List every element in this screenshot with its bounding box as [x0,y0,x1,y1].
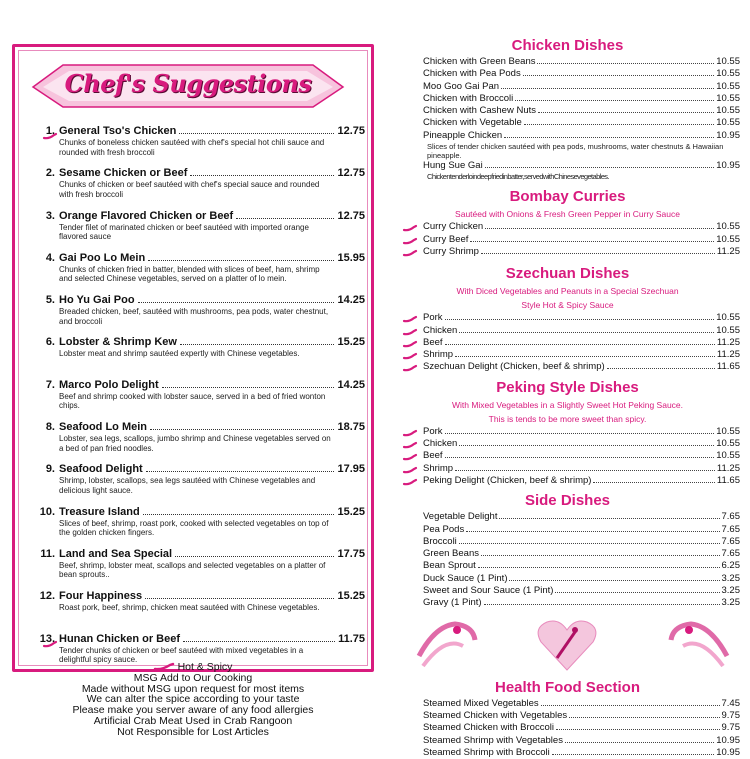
leader-dots [236,218,334,219]
peking-subtitle-line2: This is tends to be more sweet than spicy. [488,413,647,424]
menu-item [395,160,740,172]
menu-item [395,536,740,548]
menu-item [395,68,740,80]
item-price: 11.25 [716,462,740,474]
leader-dots [515,100,714,101]
side-dishes-title: Side Dishes [524,492,611,510]
leader-dots [162,387,335,388]
menu-item [395,698,740,710]
footer-line: Made without MSG upon request for most items [81,682,305,695]
leader-dots [565,742,714,743]
leader-dots [145,598,334,599]
item-price: 10.55 [716,68,740,80]
item-price: 17.95 [337,463,365,476]
item-description: Breaded chicken, beef, sautéed with mushrooms, pea pods, water chestnut, and broccoli [59,307,329,326]
item-price: 11.25 [716,336,740,348]
item-number: 8. [45,421,55,434]
item-price: 7.65 [721,535,740,547]
menu-item [395,105,740,117]
leader-dots [455,470,715,471]
leader-dots [484,604,720,605]
item-price: 15.25 [337,336,365,349]
side-dishes-list [395,511,740,609]
menu-item [395,524,740,536]
item-number: 13. [39,632,55,645]
leader-dots [445,319,715,320]
footer-line: We can alter the spice according to your taste [86,693,300,706]
item-description: Chunks of chicken fried in batter, blended with slices of beef, ham, shrimp and selected Chinese vegetables, served on a platter of lo mein. [59,264,320,284]
item-name: Szechuan Delight (Chicken, beef & shrimp) [423,361,605,373]
leader-dots [569,717,719,718]
item-name: Seafood Delight [59,463,143,476]
menu-item [395,735,740,747]
item-price: 3.25 [721,585,740,597]
item-number: 3. [45,209,55,222]
suggestion-row [59,210,365,222]
peking-subtitle-line1: With Mixed Vegetables in a Slightly Sweet Hot Peking Sauce. [451,399,684,410]
item-name: Beef [423,450,443,462]
item-number: 6. [45,336,55,349]
suggestion-row [59,379,365,391]
item-price: 7.65 [721,523,740,535]
item-price: 15.25 [337,590,365,603]
item-description: Slices of beef, shrimp, roast pork, cooked with selected vegetables on top of the golden chicken fingers. [59,518,329,538]
item-name: Pork [423,312,443,324]
chefs-suggestions-panel [12,44,374,672]
item-price: 9.75 [721,709,740,721]
item-price: 10.55 [716,324,740,336]
leader-dots [509,580,719,581]
suggestion-row [59,421,365,433]
item-price: 15.95 [337,251,365,264]
peking-style-list [395,426,740,487]
menu-item [395,585,740,597]
item-price: 10.95 [716,129,740,141]
item-name: Steamed Shrimp with Vegetables [423,734,563,746]
item-price: 10.55 [716,117,740,129]
bombay-curries-subtitle: Sautéed with Onions & Fresh Green Pepper in Curry Sauce [455,209,680,220]
health-food-title: Health Food Section [494,678,640,696]
item-name: Steamed Chicken with Broccoli [423,722,554,734]
suggestion-item [29,167,365,209]
suggestion-row [59,252,365,264]
item-name: Steamed Mixed Vegetables [423,697,539,709]
item-price: 11.65 [716,361,740,373]
leader-dots [150,429,334,430]
item-description: Lobster meat and shrimp sautéed expertly with Chinese vegetables. [59,349,300,359]
suggestion-item [29,294,365,336]
item-price: 10.55 [716,425,740,437]
leader-dots [485,167,715,168]
decorative-illustrations [395,610,740,678]
item-name: Beef [423,336,443,348]
menu-item [395,56,740,68]
item-description: Tender filet of marinated chicken or beef sautéed with imported orange flavored sauce [59,222,309,242]
leader-dots [183,641,335,642]
leader-dots [470,241,714,242]
item-name: Vegetable Delight [423,511,498,523]
item-price: 10.95 [716,160,740,172]
item-name: Curry Beef [423,233,469,245]
leader-dots [179,133,334,134]
item-name: Curry Chicken [423,221,484,233]
chefs-suggestions-title: Chef's Suggestions [64,69,312,98]
suggestion-row [59,633,365,645]
suggestion-item [29,379,365,421]
suggestion-row [59,125,365,137]
menu-item [395,597,740,609]
item-price: 11.25 [716,245,740,257]
menu-item [395,560,740,572]
pineapple-chicken-note: Slices of tender chicken sautéed with pea pods, mushrooms, water chestnuts & Hawaiian pineapple. [427,142,724,161]
leader-dots [445,433,715,434]
item-price: 10.95 [716,746,740,758]
leader-dots [556,729,720,730]
menu-item [395,221,740,233]
menu-item [395,337,740,349]
item-name: Ho Yu Gai Poo [59,294,135,307]
suggestion-item [29,252,365,294]
suggestion-item [29,506,365,548]
item-name: General Tso's Chicken [59,125,177,137]
chicken-dishes-title: Chicken Dishes [511,37,624,54]
pepper-icon [154,663,174,671]
item-price: 10.55 [716,92,740,104]
item-price: 11.25 [716,349,740,361]
szechuan-dishes-list [395,312,740,373]
item-name: Curry Shrimp [423,245,479,257]
item-price: 12.75 [337,167,365,180]
item-price: 7.65 [721,548,740,560]
item-price: 9.75 [721,722,740,734]
item-price: 3.25 [721,572,740,584]
suggestion-item [29,590,365,632]
health-food-list [395,698,740,759]
leader-dots [459,543,720,544]
leader-dots [555,592,719,593]
pepper-icon [403,478,417,490]
suggestion-row [59,336,365,348]
item-name: Green Beans [423,548,479,560]
chicken-dishes-list [395,56,740,142]
item-name: Gravy (1 Pint) [423,597,482,609]
menu-item [395,349,740,361]
szechuan-subtitle-line1: With Diced Vegetables and Peanuts in a Special Szechuan [456,286,679,297]
szechuan-dishes-title: Szechuan Dishes [505,265,630,283]
peking-style-title: Peking Style Dishes [496,378,639,396]
hot-spicy-label: Hot & Spicy [177,661,233,673]
menu-item [395,130,740,142]
item-price: 18.75 [337,421,365,434]
suggestion-row [59,506,365,518]
leader-dots [485,228,714,229]
item-price: 15.25 [337,505,365,518]
item-name: Chicken with Broccoli [423,92,514,104]
item-name: Gai Poo Lo Mein [59,251,146,264]
dancer-illustration-icon [667,616,731,674]
item-number: 1. [45,125,55,137]
leader-dots [175,556,334,557]
item-name: Moo Goo Gai Pan [423,80,500,92]
leader-dots [459,332,714,333]
item-description: Beef and shrimp cooked with lobster sauce, served in a bed of fried wonton chips. [59,391,326,411]
item-name: Shrimp [423,462,454,474]
item-number: 5. [45,294,55,307]
leader-dots [455,356,715,357]
leader-dots [504,137,714,138]
menu-item [395,246,740,258]
suggestion-item [29,125,365,167]
footer-line: Please make you server aware of any food allergies [72,704,314,717]
suggestion-item [29,336,365,378]
suggestion-item [29,463,365,505]
item-name: Orange Flavored Chicken or Beef [59,209,234,222]
menu-item [395,117,740,129]
item-price: 10.95 [716,734,740,746]
item-description: Chunks of chicken or beef sautéed with chef's special sauce and rounded with fresh broccoli [59,180,320,199]
item-name: Pork [423,425,443,437]
item-number: 10. [39,505,55,518]
right-menu-column [395,36,740,759]
item-price: 12.75 [337,125,365,137]
item-price: 7.45 [721,697,740,709]
item-name: Chicken with Vegetable [423,117,522,129]
item-price: 10.55 [716,105,740,117]
bombay-curries-list [395,221,740,258]
leader-dots [445,457,715,458]
item-price: 10.55 [716,312,740,324]
item-description: Tender chunks of chicken or beef sautéed with mixed vegetables in a delightful spicy sauce. [59,645,304,665]
leader-dots [552,754,715,755]
item-number: 12. [39,590,55,603]
dancer-illustration-icon [415,616,479,674]
item-price: 10.55 [716,438,740,450]
footer-line: Not Responsible for Lost Articles [117,725,269,738]
menu-item [395,450,740,462]
item-price: 10.55 [716,56,740,67]
item-price: 11.75 [338,632,365,645]
hung-sue-gai-note: Chickentenderloindeepfriedinbatter,servedwithChinesevegetables. [427,172,609,182]
leader-dots [524,124,714,125]
item-price: 10.55 [716,80,740,92]
leader-dots [541,705,720,706]
item-name: Chicken with Cashew Nuts [423,105,536,117]
menu-item [395,312,740,324]
leader-dots [481,253,715,254]
item-price: 6.25 [721,560,740,572]
pepper-icon [403,249,417,261]
suggestion-row [59,548,365,560]
item-price: 7.65 [721,511,740,523]
item-name: Land and Sea Special [59,547,173,560]
menu-item [395,438,740,450]
item-name: Four Happiness [59,590,143,603]
menu-item [395,93,740,105]
item-name: Chicken [423,324,458,336]
item-price: 10.55 [716,450,740,462]
item-name: Sweet and Sour Sauce (1 Pint) [423,585,554,597]
footer-notes [12,662,374,738]
menu-item [395,426,740,438]
item-name: Seafood Lo Mein [59,421,147,434]
leader-dots [190,175,334,176]
item-name: Shrimp [423,349,454,361]
item-price: 14.25 [337,294,365,307]
menu-item [395,747,740,759]
item-name: Peking Delight (Chicken, beef & shrimp) [423,474,592,486]
leader-dots [607,368,715,369]
item-name: Pea Pods [423,523,465,535]
leader-dots [138,302,335,303]
suggestion-row [59,590,365,602]
leader-dots [478,567,720,568]
menu-item [395,325,740,337]
footer-line: MSG Add to Our Cooking [133,671,253,684]
item-price: 14.25 [337,378,365,391]
item-price: 3.25 [721,597,740,609]
menu-item [395,710,740,722]
menu-item [395,475,740,487]
suggestion-item [29,548,365,590]
item-name: Chicken with Green Beans [423,56,536,67]
pepper-icon [403,364,417,376]
suggestion-row [59,167,365,179]
menu-item [395,511,740,523]
leader-dots [523,75,715,76]
leader-dots [499,518,719,519]
bombay-curries-title: Bombay Curries [509,188,626,206]
leader-dots [148,260,334,261]
item-name: Chicken [423,438,458,450]
item-number: 2. [45,167,55,180]
leader-dots [466,531,719,532]
item-name: Pineapple Chicken [423,129,503,141]
menu-item [395,573,740,585]
item-name: Steamed Shrimp with Broccoli [423,746,550,758]
leader-dots [459,445,714,446]
footer-line: Artificial Crab Meat Used in Crab Rangoon [93,714,293,727]
item-description: Chunks of boneless chicken sautéed with chef's special hot chili sauce and rounded with fresh broccoli [59,138,325,157]
item-price: 12.75 [337,209,365,222]
item-number: 11. [40,547,55,560]
menu-item [395,361,740,373]
heart-dancer-icon [535,614,599,674]
item-number: 9. [45,463,55,476]
menu-item [395,234,740,246]
item-name: Treasure Island [59,505,140,518]
item-name: Chicken with Pea Pods [423,68,521,80]
leader-dots [501,88,714,89]
item-name: Duck Sauce (1 Pint) [423,572,508,584]
leader-dots [481,555,720,556]
item-price: 10.55 [716,233,740,245]
item-name: Lobster & Shrimp Kew [59,336,177,349]
item-name: Sesame Chicken or Beef [59,167,188,180]
szechuan-subtitle-line2: Style Hot & Spicy Sauce [521,300,614,311]
item-price: 11.65 [716,474,740,486]
chefs-suggestions-banner [33,61,343,115]
item-number: 7. [45,378,55,391]
leader-dots [593,482,714,483]
suggestion-item [29,210,365,252]
item-price: 10.55 [716,221,740,233]
item-name: Bean Sprout [423,560,476,572]
item-name: Hunan Chicken or Beef [59,632,181,645]
item-number: 4. [45,251,55,264]
suggestion-row [59,294,365,306]
item-price: 17.75 [337,547,365,560]
item-description: Roast pork, beef, shrimp, chicken meat sautéed with Chinese vegetables. [59,603,320,613]
item-description: Shrimp, lobster, scallops, sea legs sautéed with Chinese vegetables and delicious light sauce. [59,476,316,495]
suggestion-item [29,421,365,463]
leader-dots [143,514,335,515]
item-description: Lobster, sea legs, scallops, jumbo shrimp and Chinese vegetables served on a bed of pan fried noodles. [59,434,331,453]
item-name: Hung Sue Gai [423,160,483,172]
leader-dots [445,344,715,345]
menu-item [395,722,740,734]
item-name: Steamed Chicken with Vegetables [423,709,568,721]
chefs-suggestions-list [29,125,365,675]
suggestion-row [59,463,365,475]
menu-item [395,548,740,560]
leader-dots [538,112,714,113]
menu-item [395,81,740,93]
item-name: Broccoli [423,535,457,547]
item-description: Beef, shrimp, lobster meat, scallops and selected vegetables on a platter of bean sprouts.. [59,560,326,580]
leader-dots [146,471,335,472]
leader-dots [180,344,335,345]
menu-item [395,463,740,475]
item-name: Marco Polo Delight [59,378,159,391]
leader-dots [537,63,714,64]
